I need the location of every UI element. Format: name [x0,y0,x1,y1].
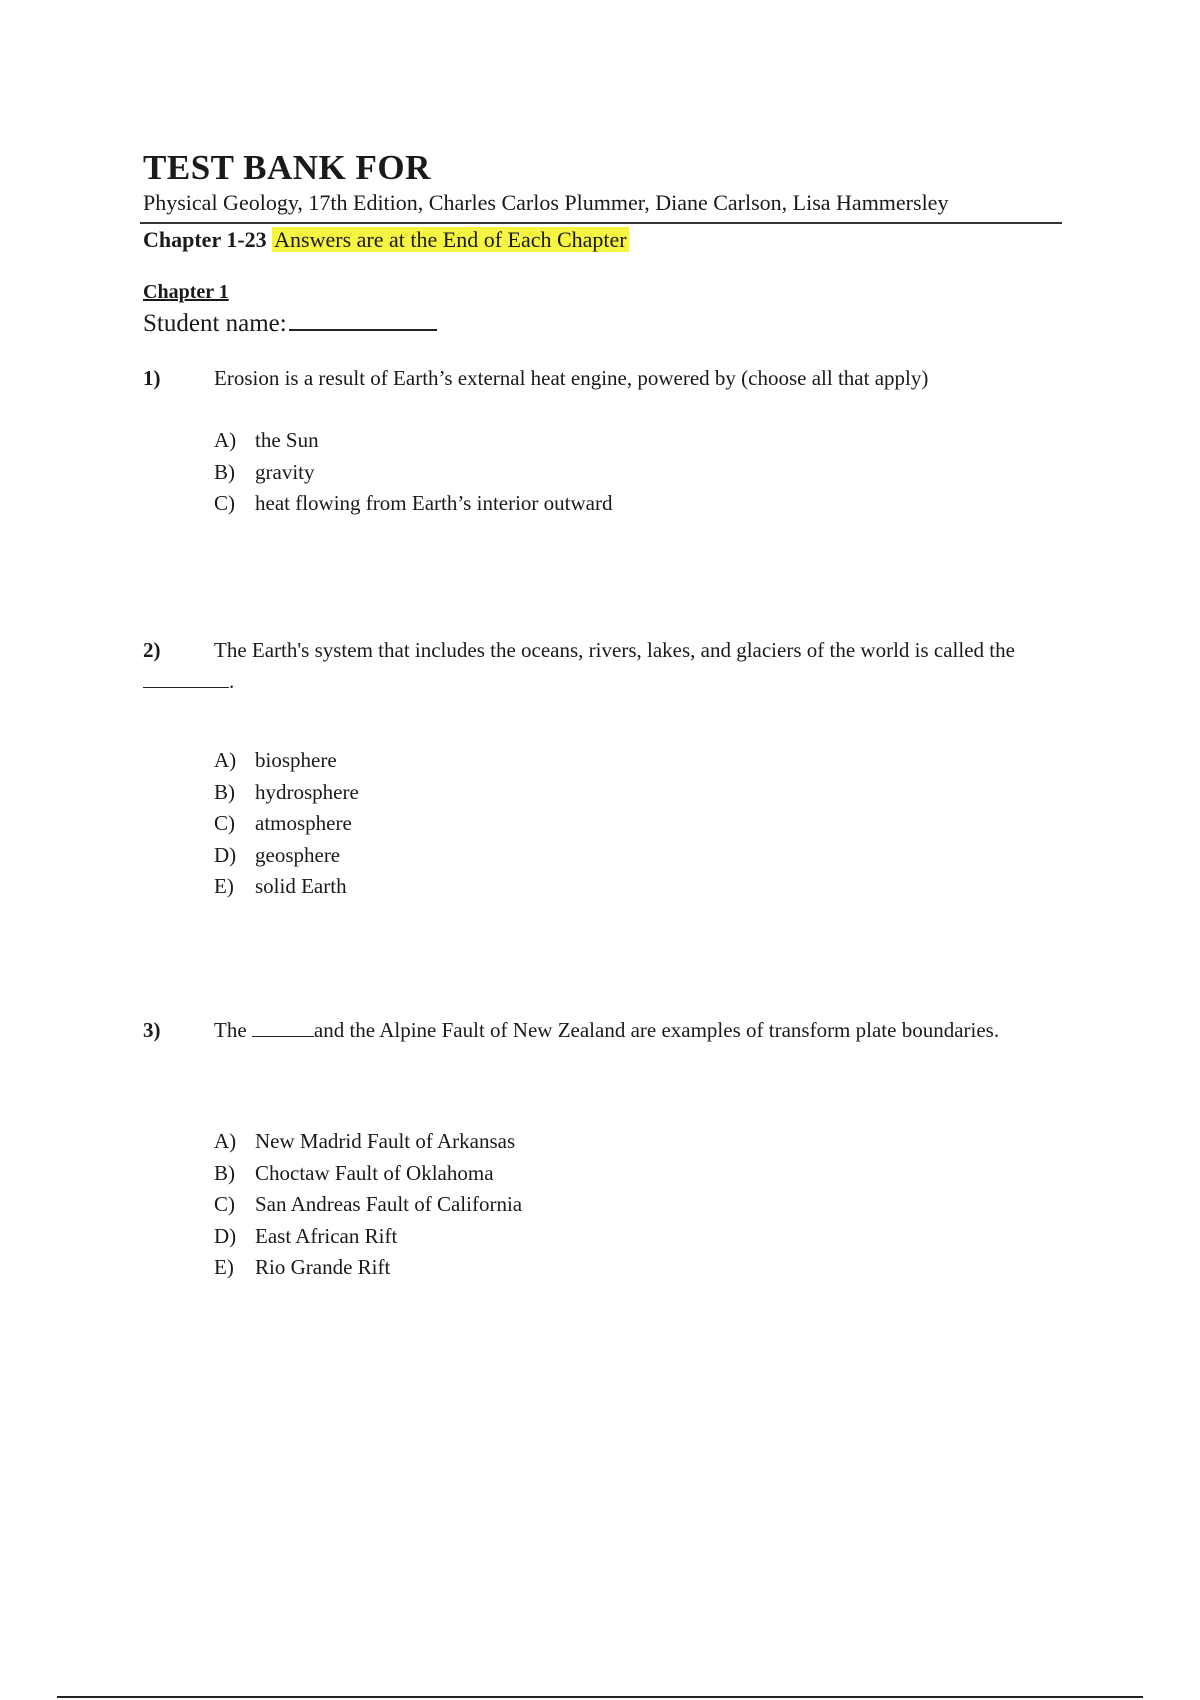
book-citation: Physical Geology, 17th Edition, Charles Carlos Plummer, Diane Carlson, Lisa Hammersley [143,190,949,215]
answer-option: A) the Sun [214,428,319,452]
fill-in-blank [143,686,229,688]
answer-option: A) New Madrid Fault of Arkansas [214,1129,516,1153]
document-title: TEST BANK FOR [143,148,431,187]
student-name-blank [289,328,437,331]
chapter-heading: Chapter 1 [143,281,229,303]
answer-option: E) Rio Grande Rift [214,1255,391,1279]
answer-options [214,745,359,903]
answer-option: C) San Andreas Fault of California [214,1192,523,1216]
answer-option: B) Choctaw Fault of Oklahoma [214,1160,494,1185]
question-number: 3) [143,1018,161,1042]
answer-option: C) atmosphere [214,811,352,835]
answer-option: D) geosphere [214,842,341,867]
header-divider [140,222,1062,224]
answer-option: D) East African Rift [214,1223,398,1248]
question-text: The and the Alpine Fault of New Zealand are examples of transform plate boundaries. [214,1018,1000,1042]
answer-options [214,1126,522,1284]
question-number: 2) [143,638,161,662]
answer-option: B) hydrosphere [214,779,359,804]
answer-option: C) heat flowing from Earth’s interior outward [214,491,613,515]
answer-option: B) gravity [214,459,315,484]
student-name-field [143,311,437,336]
chapter-range-line [143,229,629,251]
answer-option: E) solid Earth [214,874,347,898]
question-text: Erosion is a result of Earth’s external heat engine, powered by (choose all that apply) [214,366,929,390]
question-number: 1) [143,366,161,390]
fill-in-blank [252,1035,314,1037]
page-bottom-divider [57,1696,1143,1698]
student-name-label: Student name: [143,310,287,337]
answer-option: A) biosphere [214,748,337,772]
question-text: The Earth's system that includes the oceans, rivers, lakes, and glaciers of the world is called the . [143,635,1023,697]
answers-note-highlight: Answers are at the End of Each Chapter [274,227,627,252]
chapter-range: Chapter 1-23 [143,227,267,252]
answer-options [214,425,612,520]
